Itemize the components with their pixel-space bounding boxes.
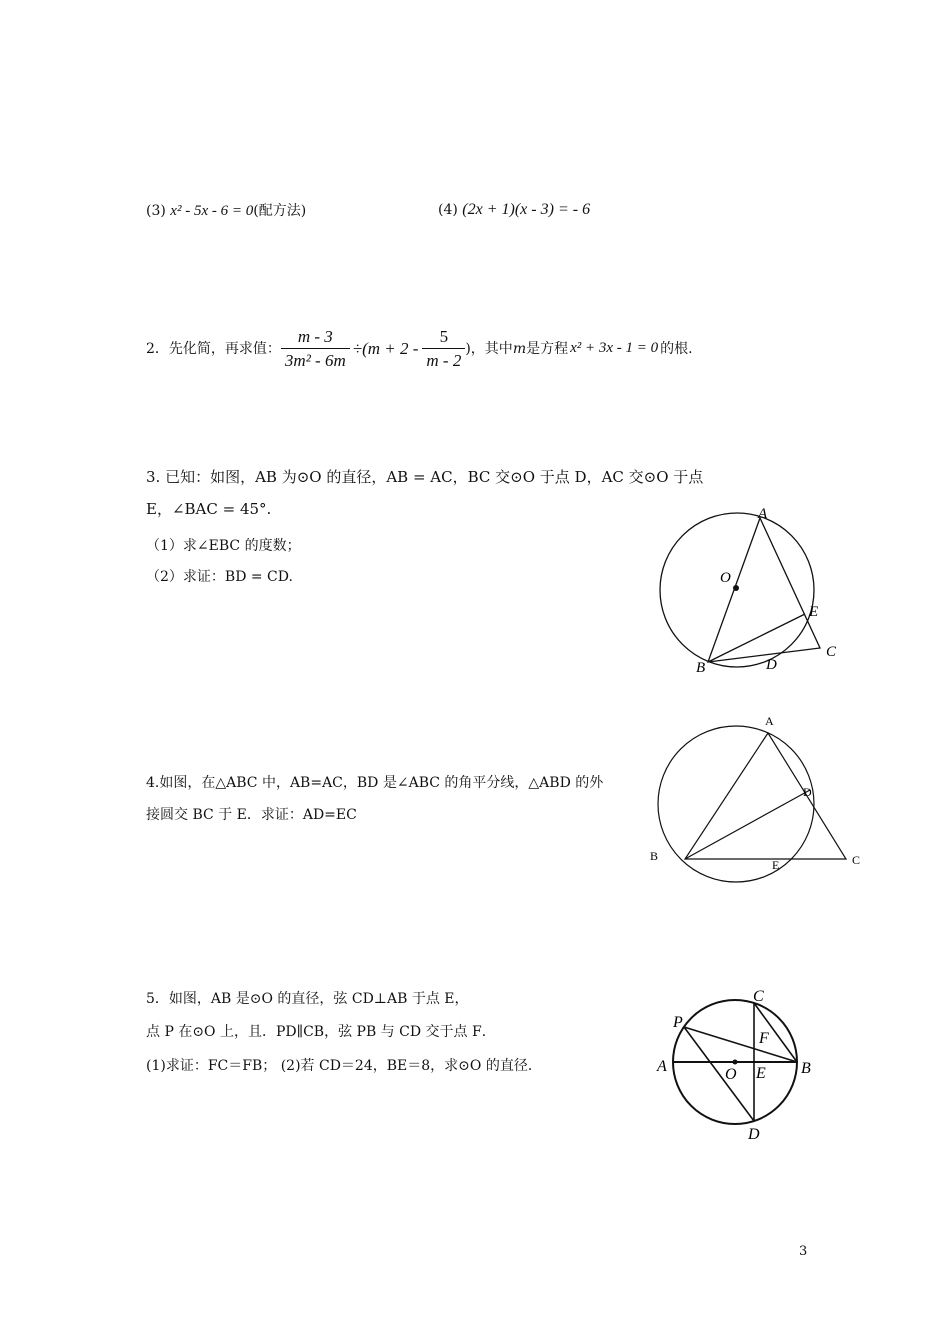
fig5-chord-pb bbox=[684, 1027, 797, 1062]
q5-line1: 5．如图，AB 是⊙O 的直径，弦 CD⊥AB 于点 E， bbox=[146, 991, 469, 1007]
q1-3 bbox=[146, 204, 306, 219]
q2-variable: m bbox=[512, 340, 527, 357]
q5-line2: 点 P 在⊙O 上，且．PD∥CB，弦 PB 与 CD 交于点 F． bbox=[146, 1024, 496, 1040]
fig4-label-c: C bbox=[852, 853, 861, 867]
q4-line2: 接圆交 BC 于 E．求证：AD=EC bbox=[146, 807, 357, 823]
fig5-label-o: O bbox=[725, 1066, 737, 1083]
fig5-label-p: P bbox=[673, 1014, 683, 1031]
fig5-label-b: B bbox=[801, 1060, 811, 1077]
q4-line1: 4.如图，在△ABC 中，AB=AC，BD 是∠ABC 的角平分线，△ABD 的外 bbox=[146, 775, 604, 791]
q1-3-method: (配方法) bbox=[253, 203, 307, 219]
figure-3 bbox=[640, 495, 860, 685]
fig3-center-point bbox=[733, 585, 739, 591]
q1-3-label: (3) bbox=[146, 203, 166, 219]
fig3-label-c: C bbox=[826, 644, 837, 660]
fig5-chord-pd bbox=[684, 1027, 754, 1121]
q1-4-equation: (2x + 1)(x - 3) = - 6 bbox=[462, 201, 591, 218]
fig3-label-a: A bbox=[758, 506, 768, 522]
fig3-label-d: D bbox=[766, 657, 777, 673]
q3-sub2: （2）求证：BD = CD. bbox=[146, 569, 293, 585]
fig3-label-e: E bbox=[809, 604, 819, 620]
q1-4-label: (4) bbox=[438, 202, 458, 218]
q2-frac1-denominator: 3m² - 6m bbox=[284, 351, 346, 370]
q2-suffix-a: )，其中 bbox=[465, 340, 513, 357]
q2-suffix-b: 是方程 bbox=[526, 340, 569, 357]
fig4-label-e: E bbox=[772, 858, 780, 872]
fig4-label-a: A bbox=[765, 714, 774, 728]
fig4-label-d: D bbox=[803, 785, 812, 799]
q2-suffix-c: 的根. bbox=[660, 340, 693, 357]
fig4-bisector-bd bbox=[685, 790, 810, 859]
page-number: 3 bbox=[799, 1244, 808, 1259]
q2-fraction-2 bbox=[422, 328, 465, 369]
figure-5 bbox=[650, 982, 820, 1147]
q3-sub1: （1）求∠EBC 的度数； bbox=[146, 538, 301, 554]
figure-4 bbox=[645, 710, 865, 890]
q2-frac2-denominator: m - 2 bbox=[426, 351, 462, 370]
q3-line2: E，∠BAC = 45°. bbox=[146, 500, 272, 518]
q2-frac1-numerator: m - 3 bbox=[281, 328, 350, 349]
fig5-label-f: F bbox=[759, 1030, 769, 1047]
q1-4 bbox=[438, 202, 590, 218]
q2 bbox=[146, 328, 693, 369]
q2-prefix: 2．先化简，再求值： bbox=[146, 340, 281, 357]
q2-operator: ÷(m + 2 - bbox=[352, 339, 419, 358]
fig3-triangle-abc bbox=[708, 518, 820, 662]
fig5-label-a: A bbox=[657, 1058, 667, 1075]
fig4-triangle-abc bbox=[685, 733, 846, 859]
fig3-label-b: B bbox=[696, 660, 706, 676]
q2-equation: x² + 3x - 1 = 0 bbox=[570, 340, 659, 356]
fig5-center-point bbox=[733, 1060, 738, 1065]
fig5-label-c: C bbox=[753, 988, 764, 1005]
fig3-label-o: O bbox=[720, 570, 731, 586]
q2-fraction-1 bbox=[281, 328, 350, 369]
q2-frac2-numerator: 5 bbox=[422, 328, 465, 349]
q1-3-equation: x² - 5x - 6 = 0 bbox=[170, 203, 254, 219]
fig5-label-d: D bbox=[748, 1126, 760, 1143]
fig4-label-b: B bbox=[650, 849, 659, 863]
q5-line3: (1)求证：FC＝FB； (2)若 CD＝24，BE＝8，求⊙O 的直径． bbox=[146, 1058, 542, 1074]
q3-line1: 3. 已知：如图，AB 为⊙O 的直径，AB = AC，BC 交⊙O 于点 D，AC 交⊙O 于点 bbox=[146, 468, 704, 486]
fig5-label-e: E bbox=[756, 1065, 766, 1082]
